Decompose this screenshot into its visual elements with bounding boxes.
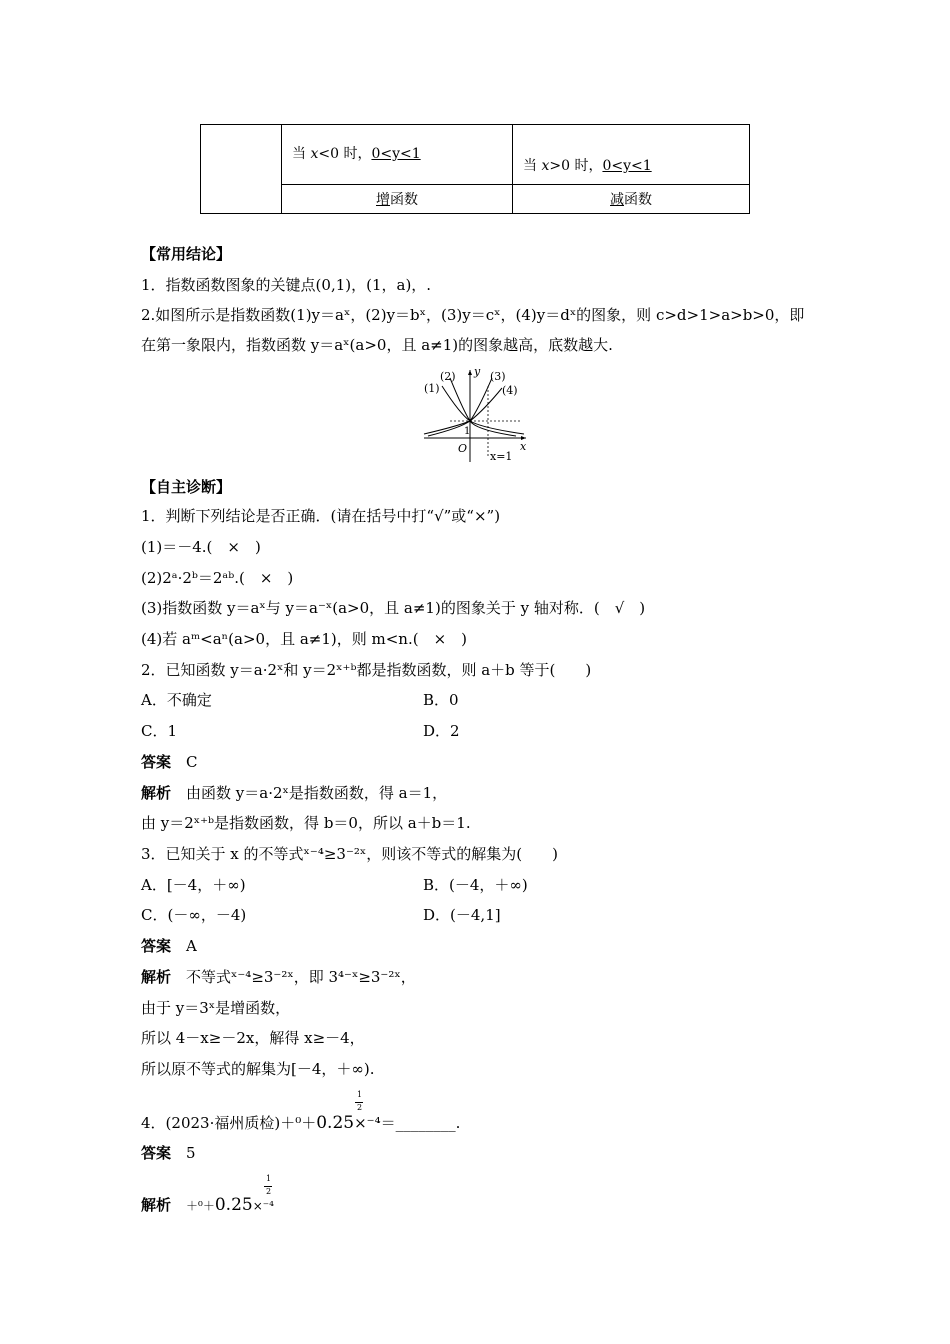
table-cell-decreasing: 减函数 — [513, 184, 750, 213]
conclusion-item-2-line-1: 2.如图所示是指数函数(1)y＝aˣ，(2)y＝bˣ，(3)y＝cˣ，(4)y＝dˣ的图象，则 c>d>1>a>b>0，即 — [141, 306, 805, 324]
exponential-graphs-figure — [420, 366, 532, 466]
question-2-option-c: C．1 — [141, 722, 178, 740]
question-1-part-1: (1)＝－4.( × ) — [141, 538, 261, 556]
curve-label-3: (3) — [490, 370, 506, 383]
conclusion-item-1: 1．指数函数图象的关键点(0,1)，(1，a)，. — [141, 276, 432, 294]
question-2-answer: 答案 C — [141, 753, 198, 771]
question-3-option-c: C．(－∞，－4) — [141, 906, 247, 924]
curve-label-4: (4) — [502, 384, 518, 397]
question-2-explanation-1: 解析 由函数 y＝a·2ˣ是指数函数，得 a＝1， — [141, 784, 448, 802]
origin-label: O — [458, 442, 468, 455]
curve-label-2: (2) — [440, 370, 456, 383]
question-1-part-2: (2)2ᵃ·2ᵇ＝2ᵃᵇ.( × ) — [141, 569, 294, 587]
question-2-option-b: B．0 — [423, 691, 459, 709]
question-3-explanation-1: 解析 不等式ˣ⁻⁴≥3⁻²ˣ，即 3⁴⁻ˣ≥3⁻²ˣ， — [141, 968, 416, 986]
section-title-conclusions: 【常用结论】 — [141, 245, 232, 263]
question-4-explanation: 解析 ＋⁰＋0.25×⁻⁴ — [141, 1195, 274, 1215]
x-axis-label: x — [520, 440, 527, 453]
section-title-self-diagnosis: 【自主诊断】 — [141, 478, 232, 496]
question-3-explanation-3: 所以 4－x≥－2x，解得 x≥－4， — [141, 1029, 365, 1047]
question-2-option-d: D．2 — [423, 722, 460, 740]
conclusion-item-2-line-2: 在第一象限内，指数函数 y＝aˣ(a>0，且 a≠1)的图象越高，底数越大. — [141, 336, 613, 354]
question-4-exponent-numerator: 1 — [357, 1090, 363, 1099]
question-2-explanation-2: 由 y＝2ˣ⁺ᵇ是指数函数，得 b＝0，所以 a＋b＝1. — [141, 814, 471, 832]
question-3-option-a: A．[－4，＋∞) — [141, 876, 246, 894]
y-axis-arrow — [468, 370, 472, 375]
question-1-part-3: (3)指数函数 y＝aˣ与 y＝a⁻ˣ(a>0，且 a≠1)的图象关于 y 轴对称．( √ ) — [141, 599, 646, 617]
question-1-part-4: (4)若 aᵐ<aⁿ(a>0，且 a≠1)，则 m<n.( × ) — [141, 630, 468, 648]
x-equals-1-label: x=1 — [490, 450, 513, 463]
question-1: 1．判断下列结论是否正确．(请在括号中打“√”或“×”) — [141, 507, 501, 525]
question-3-option-b: B．(－4，＋∞) — [423, 876, 528, 894]
question-3-explanation-4: 所以原不等式的解集为[－4，＋∞). — [141, 1060, 375, 1078]
question-3-explanation-2: 由于 y＝3ˣ是增函数， — [141, 999, 291, 1017]
table-cell-left-range: 当 x<0 时，0<y<1 — [282, 125, 513, 185]
question-4: 4．(2023·福州质检)＋⁰＋0.25×⁻⁴＝________. — [141, 1113, 461, 1133]
property-table — [200, 124, 750, 214]
question-4-answer: 答案 5 — [141, 1144, 196, 1162]
curve-label-1: (1) — [424, 382, 440, 395]
table-row-label-cell — [201, 125, 282, 214]
question-3: 3．已知关于 x 的不等式ˣ⁻⁴≥3⁻²ˣ，则该不等式的解集为( ) — [141, 845, 558, 863]
question-2-option-a: A．不确定 — [141, 691, 212, 709]
table-cell-increasing: 增函数 — [282, 184, 513, 213]
question-3-answer: 答案 A — [141, 937, 197, 955]
one-label: 1 — [464, 426, 471, 437]
question-2: 2．已知函数 y＝a·2ˣ和 y＝2ˣ⁺ᵇ都是指数函数，则 a＋b 等于( ) — [141, 661, 592, 679]
table-cell-right-range: 当 x>0 时，0<y<1 — [513, 125, 750, 185]
question-4-exponent-denominator: 2 — [357, 1103, 363, 1112]
question-3-option-d: D．(－4,1] — [423, 906, 501, 924]
y-axis-label: y — [474, 366, 481, 378]
question-4-expl-exponent-numerator: 1 — [266, 1174, 272, 1183]
question-4-expl-exponent-denominator: 2 — [266, 1187, 272, 1196]
